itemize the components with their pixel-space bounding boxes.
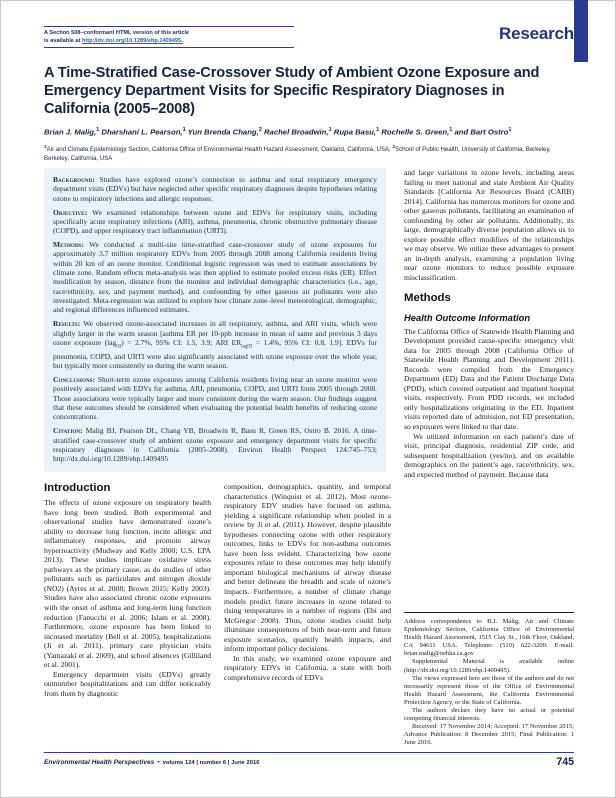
competing-interests-note: The authors declare they have no actual or potential competing financial interests. [404, 707, 574, 723]
research-label: Research [499, 24, 574, 43]
section508-doi-link[interactable]: http://dx.doi.org/10.1289/ehp.1409495. [81, 38, 183, 45]
abstract-background-label: Background: [53, 175, 95, 184]
page-header [44, 26, 574, 66]
column-1 [44, 482, 211, 698]
footer-citation-line [44, 759, 260, 766]
research-accent-bar [574, 0, 588, 62]
abstract-results-subscript-b: lag03 [241, 343, 253, 350]
abstract-background [53, 175, 377, 203]
section508-note-line2-prefix: is available at [44, 38, 82, 45]
footer-separator: • [157, 759, 160, 766]
health-outcome-heading: Health Outcome Information [404, 311, 531, 323]
affiliations: $^1$Air and Climate Epidemiology Section, California Office of Environmental Health Hazard Assessment, Oakland, California, USA; $^2$School of Public Health, University of California, Berkeley, Berkeley, California, USA [44, 144, 551, 162]
page-footer [0, 752, 616, 798]
abstract-results [53, 319, 377, 370]
header-rule-bottom [44, 47, 294, 48]
publication-dates: Received: 17 November 2014; Accepted: 17 November 2015; Advance Publication: 8 December 2015; Final Publication: 1 June 2016. [404, 723, 574, 747]
footer-volume-info: volume 124 | number 6 | June 2016 [162, 760, 260, 766]
col2-paragraph-1: composition, demographics, quantity, and temporal characteristics (Winquist et al. 2012). Most ozone-respiratory EDV studies have focused on asthma, yielding a significant relationship when pooled in a review by Ji et al. (2011). However, despite plausible hypotheses connecting ozone with other respiratory outcomes, links to EDVs for non-asthma outcomes have been less evident. Characterizing how ozone exposures relate to these outcomes may help identify important biological mechanisms of airway disease and better delineate the breadth and scale of ozone’s impacts. Furthermore, a number of climate change models predict future increases in ozone related to rising temperatures in a number of regions (Ebi and McGregor 2008). Thus, ozone studies could help illuminate consequences of both near-term and future exposure scenarios, quantify health impacts, and inform important policy decisions. [224, 482, 391, 654]
abstract-conclusions [53, 375, 377, 422]
abstract-results-text-c: = 1.4%, 95% CI: 0.8, 1.9]. EDVs for pneumonia, COPD, and URTI were also significantly associated with ozone exposure over the whole year, but typically more consistently so during the warm season. [53, 338, 377, 371]
abstract-objective-text: We examined relationships between ozone and EDVs for respiratory visits, including specifically acute respiratory infections (ARI), asthma, pneumonia, chronic obstructive pulmonary disease (COPD), and upper respiratory tract inflammation (URTI). [53, 207, 377, 236]
supplemental-material-note: Supplemental Material is available online (http://dx.doi.org/10.1289/ehp.1409495). [404, 658, 574, 674]
col3-paragraph-1: and large variations in ozone levels, including areas failing to meet national and state Ambient Air Quality Standards [California Air Resources Board (CARB) 2014]. California has numerous monitors for ozone and other gaseous pollutants, facilitating an examination of confounding by other air pollutants. Additionally, its large, demographically diverse population allows us to explore possible effect modifiers of the relationships we may observe. We utilize these advantages to present an in-depth analysis, examining a population living near ozone monitors to reduce possible exposure misclassification. [404, 168, 574, 283]
abstract-results-subscript-a: 03 [116, 343, 122, 350]
abstract-methods-label: Methods: [53, 240, 85, 250]
abstract-conclusions-text: Short-term ozone exposures among California residents living near an ozone monitor were positively associated with EDVs for asthma, ARI, pneumonia, COPD, and URTI from 2005 through 2008. Those associations were typically larger and more consistent during the warm season. Our findings suggest that these outcomes should be considered when evaluating the potential health benefits of reducing ozone concentrations. [53, 375, 377, 422]
section508-note-line1: A Section 508–conformant HTML version of this article [44, 30, 190, 36]
section508-note [44, 29, 334, 46]
abstract-methods [53, 240, 377, 315]
column-2 [224, 482, 391, 682]
title-block [44, 64, 574, 163]
methods-heading: Methods [404, 291, 451, 304]
col3-paragraph-2: The California Office of Statewide Health Planning and Development provided cause-specific emergency visit data for 2005 through 2008 (California Office of Statewide Health Planning and Development 2011). Records were compiled from the Emergency Department (ED) Data and the Patient Discharge Data (PDD), which covered outpatient and inpatient hospital visits, respectively. From PDD records, we included only hospitalizations originating in the ED. Inpatient visits reported date of admission, not ED presentation, so exposures were linked to that date. [404, 326, 574, 432]
abstract-conclusions-label: Conclusions: [53, 375, 96, 385]
views-disclaimer: The views expressed here are those of the authors and do not necessarily represent those of the Office of Environmental Health Hazard Assessment, the California Environmental Protection Agency, or the State of California. [404, 674, 574, 706]
col2-paragraph-2: In this study, we examined ozone exposure and respiratory EDVs in California, a state with both comprehensive records of EDVs [224, 653, 391, 682]
abstract-citation-label: Citation: [53, 426, 83, 436]
abstract-objective-label: Objective: [53, 207, 88, 217]
correspondence-rule [404, 612, 574, 613]
column-3-top [404, 168, 574, 479]
abstract-results-label: Results: [53, 319, 81, 329]
correspondence-address: Address correspondence to B.J. Malig, Air and Climate Epidemiology Section, California Office of Environmental Health Hazard Assessment, 1515 Clay St., 16th Floor, Oakland, CA 94611 USA. Telephone: (510) 622-3200. E-mail: brian.malig@oehha.ca.gov [404, 618, 574, 658]
abstract-objective [53, 208, 377, 236]
footer-rule [44, 752, 574, 753]
abstract-methods-text: We conducted a multi-site time-stratified case-crossover study of ozone exposures for approximately 3.7 million respiratory EDVs from 2005 through 2008 among California residents living within 20 km of an ozone monitor. Conditional logistic regression was used to estimate associations by climate zone. Random effects meta-analysis was then applied to estimate pooled excess risks (ER). Effect modification by season, distance from the monitor and individual demographic characteristics (i.e., age, race/ethnicity, sex, and payment method), and confounding by other gaseous air pollutants were also investigated. Meta-regression was utilized to explore how climate zone–level meteorological, demographic, and regional differences influenced estimates. [53, 240, 377, 315]
correspondence-block [404, 612, 574, 748]
abstract-background-text: Studies have explored ozone’s connection to asthma and total respiratory emergency department visits (EDVs) but have neglected other specific respiratory diagnoses despite hypotheses relating ozone to respiratory infections and allergic responses. [53, 175, 377, 203]
abstract-results-text-b: ) = 2.7%, 95% CI: 1.5, 3.9; ARI ER [121, 338, 242, 347]
author-list: Brian J. Malig,$^1$ Dharshani L. Pearson,$^1$ Yun Brenda Chang,$^2$ Rachel Broadwin,$^1$ Rupa Basu,$^1$ Rochelle S. Green,$^1$ and Bart Ostro$^1$ [44, 127, 512, 137]
header-rule-top [44, 26, 294, 27]
abstract-citation-text: Malig BJ, Pearson DL, Chang YB, Broadwin R, Basu R, Green RS, Ostro B. 2016. A time-stratified case-crossover study of ambient ozone exposure and emergency department visits for specific respiratory diagnoses in California (2005–2008). Environ Health Perspect 124:745–753; [53, 426, 377, 454]
article-title: A Time-Stratified Case-Crossover Study of Ambient Ozone Exposure and Emergency Department Visits for Specific Respiratory Diagnoses in California (2005–2008) [44, 65, 540, 117]
intro-paragraph-1: The effects of ozone exposure on respiratory health have long been studied. Both experimental and observational studies have demonstrated ozone’s ability to decrease lung function, incite allergic and inflammatory responses, and promote airway hyperreactivity (Mudway and Kelly 2000; U.S. EPA 2013). These studies implicate oxidative stress pathways as the primary cause, as do studies of other pollutants such as particulates and nitrogen dioxide (NO2) (Ayres et al. 2008; Brown 2015; Kelly 2003). Studies have also associated chronic ozone exposures with the onset of asthma and long-term lung function reduction (Fanucchi et al. 2006; Islam et al. 2008). Furthermore, ozone exposure has been linked to increased mortality (Bell et al. 2005), hospitalizations (Ji et al. 2011), primary care physician visits (Yamazaki et al. 2009), and school absences (Gilliland et al. 2001). [44, 498, 211, 670]
footer-journal-name: Environmental Health Perspectives [44, 759, 155, 766]
abstract-results-text-a: We observed ozone-associated increases in all respiratory, asthma, and ARI visits, which were slightly larger in the warm season [asthma ER per 10-ppb increase in mean of same and previous 3 days ozone exposure (lag [53, 319, 377, 347]
abstract-panel [44, 168, 386, 472]
intro-paragraph-2: Emergency department visits (EDVs) greatly outnumber hospitalizations and can differ noticeably from them by diagnostic [44, 669, 211, 698]
abstract-citation [53, 426, 377, 463]
introduction-heading: Introduction [44, 482, 111, 494]
page-number: 745 [556, 756, 574, 768]
col3-paragraph-3: We utilized information on each patient’s date of visit, principal diagnosis, residential ZIP code, and subsequent hospitalization (yes/no), and on available demographics on the patient’s age, race/ethnicity, sex, and expected method of payment. Because data [404, 431, 574, 479]
abstract-citation-doi-link[interactable]: http://dx.doi.org/10.1289/ehp.1409495 [53, 454, 169, 464]
